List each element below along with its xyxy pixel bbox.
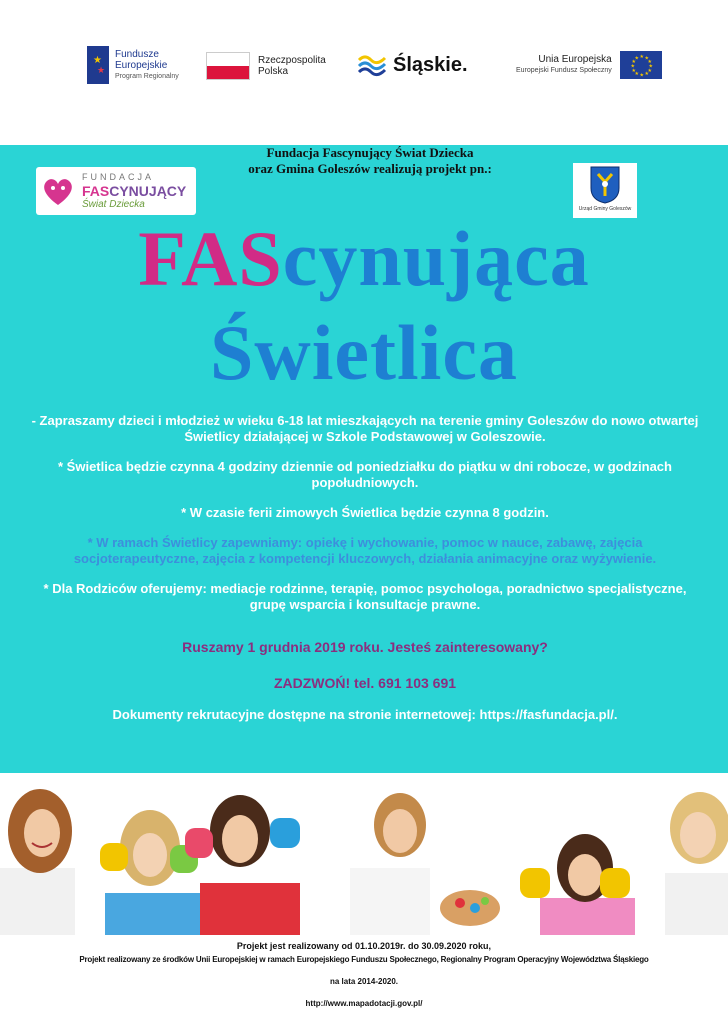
ue-line2: Europejski Fundusz Społeczny: [516, 67, 612, 74]
child-figure: [0, 789, 75, 935]
children-illustration: [0, 773, 728, 935]
svg-text:★: ★: [644, 71, 649, 77]
slaskie-wave-icon: [357, 52, 387, 78]
fe-line3: Program Regionalny: [115, 72, 179, 80]
svg-text:★: ★: [644, 55, 649, 62]
paragraph-services: * W ramach Świetlicy zapewniamy: opiekę i wychowanie, pomoc w nauce, zabawę, zajęcia socjoterapeutyczne, zajęcia z kompetencji kluczowych, działania animacyjne oraz wyżywienie.: [73, 535, 657, 566]
rzeczpospolita-logo: [206, 52, 326, 80]
title-line1: [0, 215, 728, 302]
fas-logo-line3: Świat Dziecka: [82, 199, 145, 210]
paragraph-hours: * Świetlica będzie czynna 4 godziny dziennie od poniedziałku do piątku w dni robocze, w godzinach popołudniowych.: [58, 459, 672, 490]
intro-line2: oraz Gmina Goleszów realizują projekt pn.:: [248, 161, 492, 176]
footer-funding: Projekt realizowany ze środków Unii Europejskiej w ramach Europejskiego Funduszu Społecznego, Regionalny Program Operacyjny Województwa Śląskiego: [79, 955, 649, 964]
footer-url[interactable]: http://www.mapadotacji.gov.pl/: [305, 999, 423, 1008]
intro-line1: Fundacja Fascynujący Świat Dziecka: [266, 145, 474, 160]
gmina-goleszow-logo: [573, 163, 637, 218]
svg-text:★: ★: [647, 59, 652, 65]
child-figure: [100, 810, 200, 935]
paragraph-phone: ZADZWOŃ! tel. 691 103 691: [273, 675, 457, 691]
fas-logo-fas: FAS: [82, 183, 110, 199]
svg-text:★: ★: [648, 63, 653, 70]
title-cynujaca: cynująca: [282, 215, 590, 302]
coat-of-arms-icon: [590, 166, 620, 204]
paragraph-winter-break: * W czasie ferii zimowych Świetlica będzie czynna 8 godzin.: [181, 505, 549, 520]
fas-logo-rest: CYNUJĄCY: [109, 183, 187, 199]
svg-text:★: ★: [634, 71, 639, 77]
child-figure: [185, 795, 300, 935]
ue-line1: Unia Europejska: [538, 54, 612, 65]
fundacja-fascynujacy-logo: [36, 167, 196, 215]
svg-text:★: ★: [634, 55, 639, 62]
slaskie-name: Śląskie.: [393, 53, 468, 76]
svg-text:★: ★: [630, 63, 635, 70]
intro-text: [180, 145, 560, 177]
rp-line2: Polska: [258, 66, 289, 77]
svg-text:★: ★: [639, 54, 644, 60]
svg-text:★: ★: [631, 59, 636, 65]
eu-flag-icon: [620, 51, 662, 79]
heart-icon: [40, 173, 76, 209]
child-figure: [520, 834, 635, 935]
child-figure: [350, 793, 500, 935]
children-photo: [0, 773, 728, 935]
fas-logo-line1: FUNDACJA: [82, 172, 155, 182]
paragraph-documents: Dokumenty rekrutacyjne dostępne na stronie internetowej: https://fasfundacja.pl/.: [112, 707, 618, 722]
title-line2: Świetlica: [210, 309, 518, 396]
child-figure: [665, 792, 728, 935]
title-fas: FAS: [138, 215, 283, 302]
paragraph-invitation: - Zapraszamy dzieci i młodzież w wieku 6-18 lat mieszkających na terenie gminy Goleszów do nowo otwartej Świetlicy działającej w Szkole Podstawowej w Goleszowie.: [31, 413, 699, 444]
svg-text:★: ★: [647, 68, 652, 74]
fundusze-europejskie-logo: [87, 46, 179, 84]
svg-text:★: ★: [639, 72, 644, 79]
slaskie-logo: [357, 52, 468, 78]
paragraph-parents: * Dla Rodziców oferujemy: mediacje rodzinne, terapię, pomoc psychologa, poradnictwo specjalistyczne, grupę wsparcia i konsultacje prawne.: [43, 581, 687, 612]
svg-text:★: ★: [631, 68, 636, 74]
footer-years: na lata 2014-2020.: [329, 977, 399, 986]
footer: [0, 940, 728, 1010]
logos-header: [0, 0, 728, 145]
main-section: [0, 145, 728, 773]
unia-europejska-logo: [516, 51, 662, 79]
fe-line2: Europejskie: [115, 59, 168, 71]
footer-period: Projekt jest realizowany od 01.10.2019r. do 30.09.2020 roku,: [236, 941, 492, 951]
fe-line1: Fundusze: [115, 48, 159, 60]
polish-flag-icon: [206, 52, 250, 80]
paragraph-start-date: Ruszamy 1 grudnia 2019 roku. Jesteś zainteresowany?: [182, 639, 548, 655]
rp-line1: Rzeczpospolita: [258, 55, 326, 66]
gmina-caption: Urząd Gminy Goleszów: [578, 206, 632, 212]
fe-mark-icon: ★ ★: [87, 46, 109, 84]
